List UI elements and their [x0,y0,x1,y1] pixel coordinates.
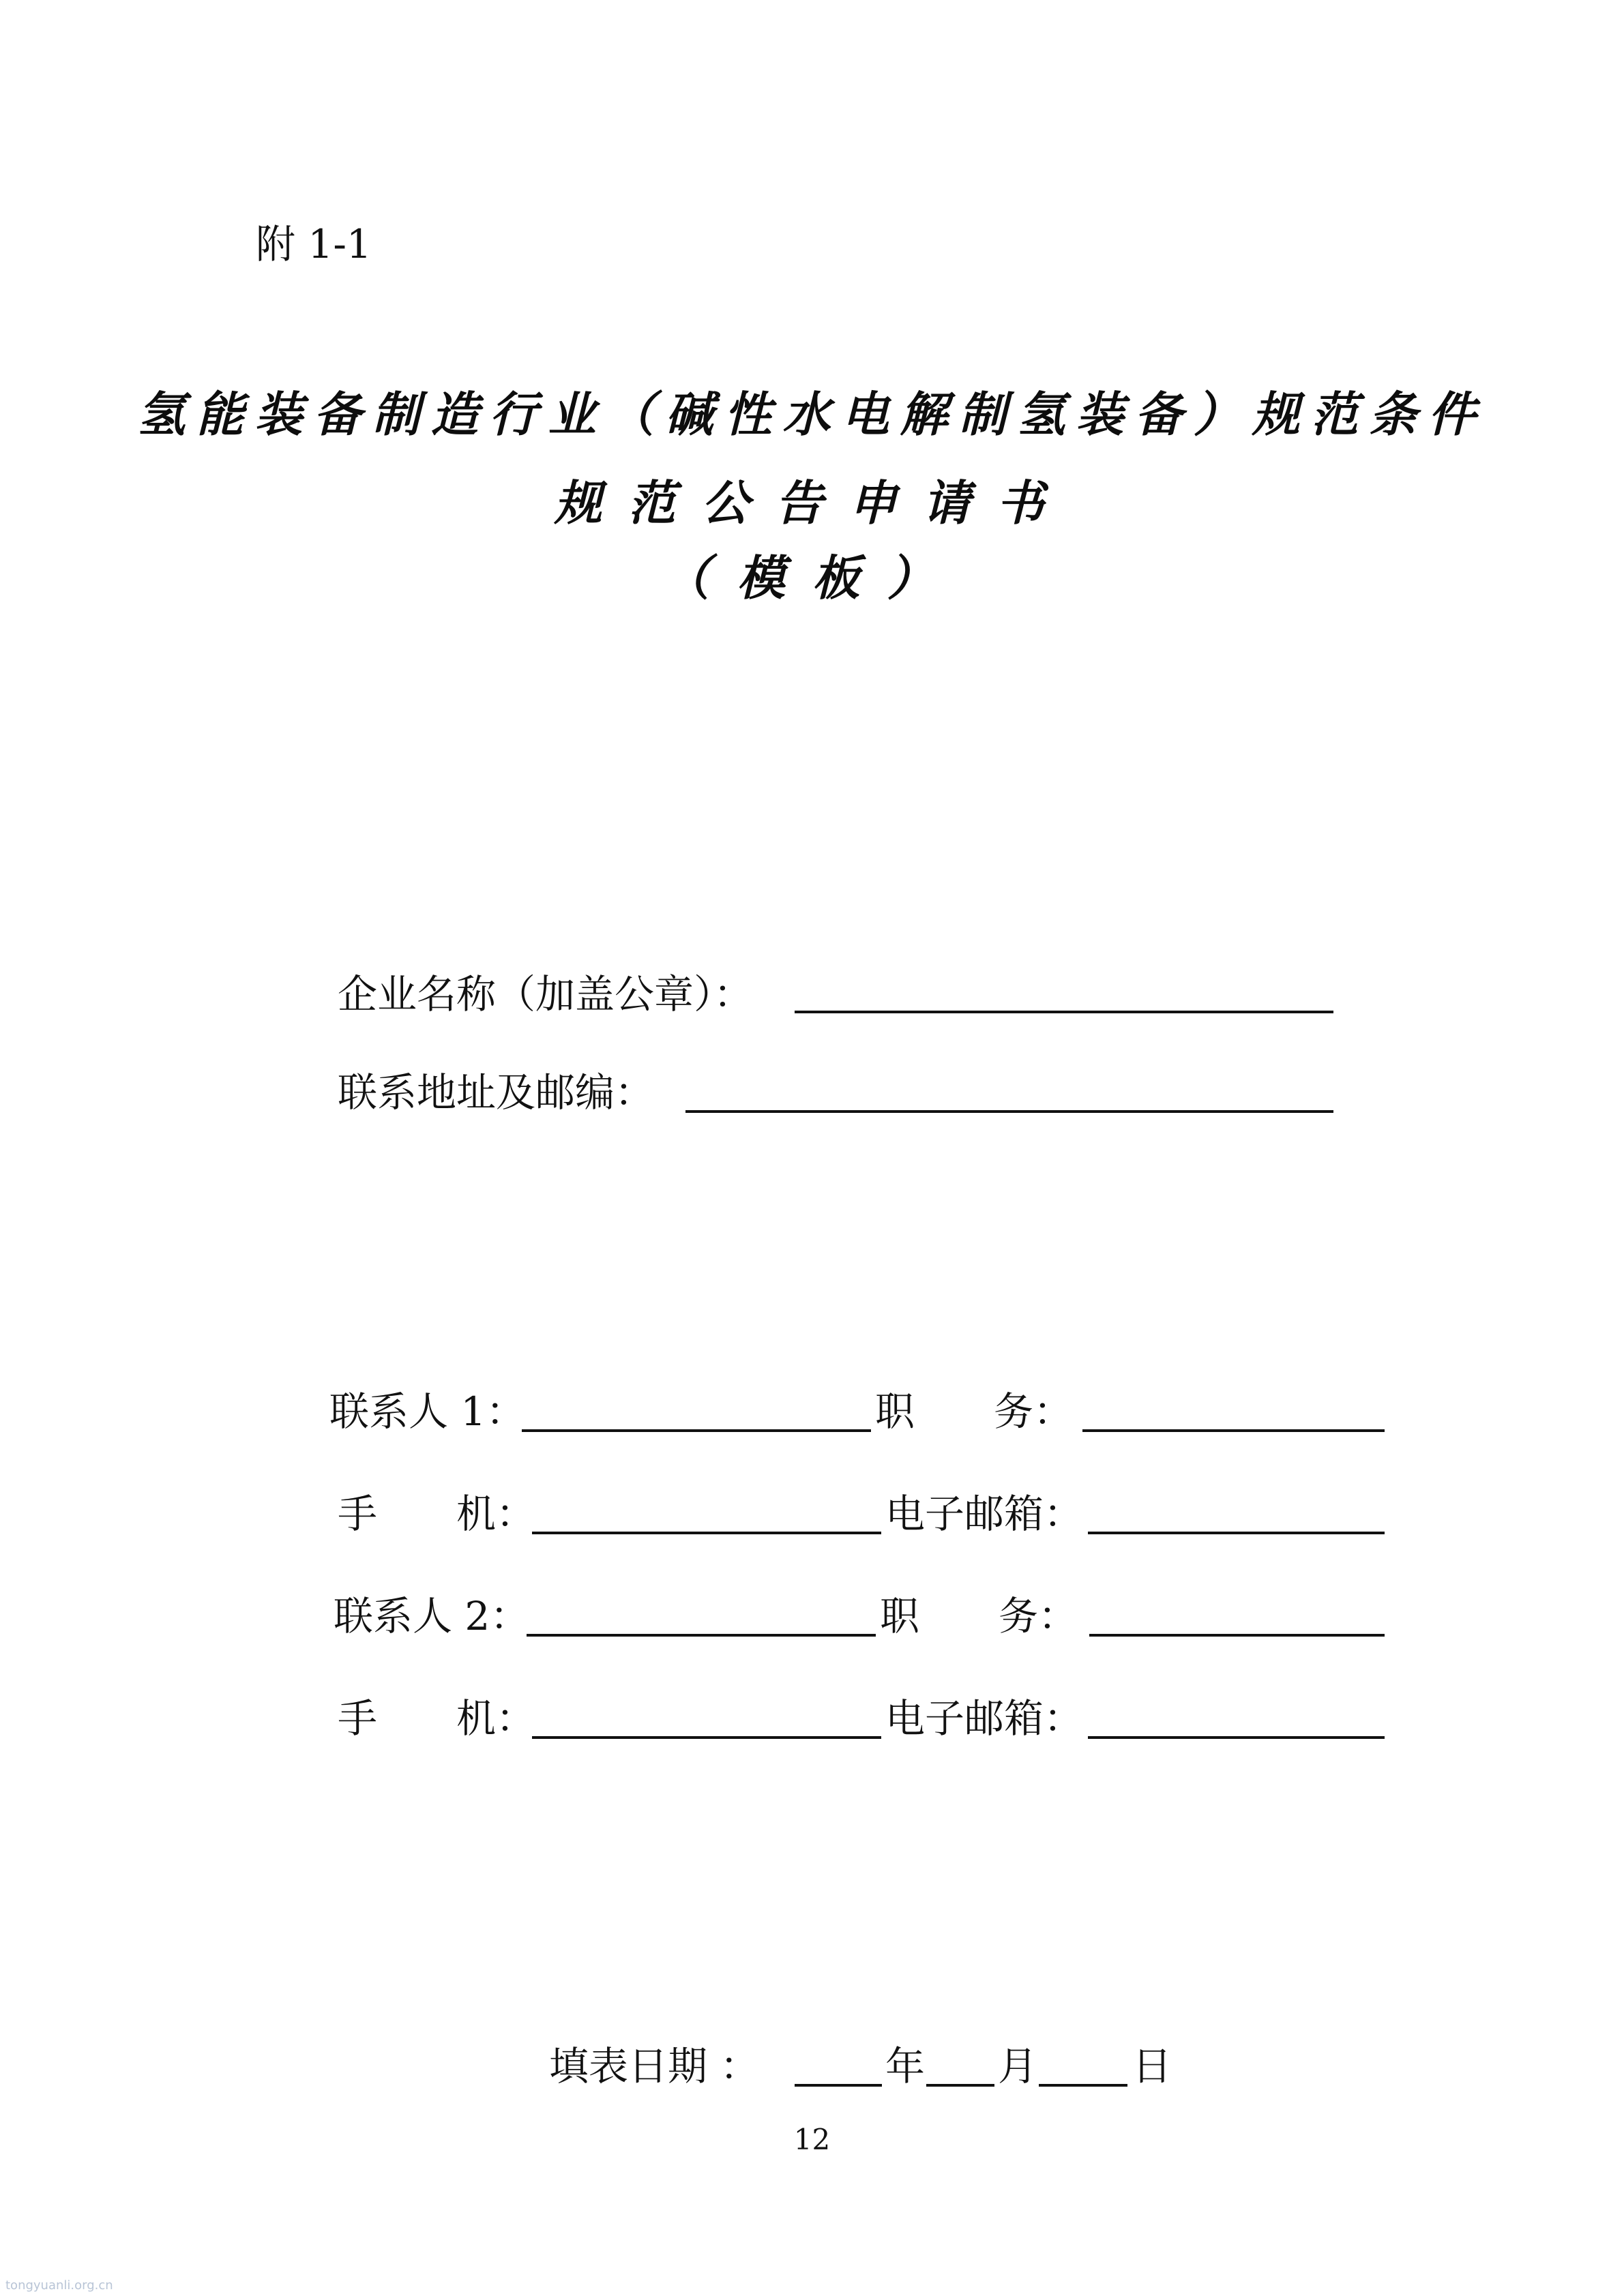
title-line-1: 氢能装备制造行业（碱性水电解制氢装备）规范条件 [137,386,1487,443]
contact2-field[interactable] [527,1634,876,1637]
mobile2-label: 手 机： [338,1695,536,1742]
title1-field[interactable] [1082,1429,1385,1432]
contact2-label: 联系人 2： [334,1593,530,1639]
date-year-label: 年 [885,2043,926,2089]
company-name-field[interactable] [795,1011,1333,1013]
email1-label: 电子邮箱： [885,1491,1084,1537]
company-name-label: 企业名称（加盖公章）： [338,971,754,1017]
date-month-field[interactable] [926,2084,994,2087]
contact1-field[interactable] [522,1429,871,1432]
date-month-label: 月 [998,2043,1038,2089]
mobile2-field[interactable] [532,1736,881,1739]
email2-field[interactable] [1088,1736,1385,1739]
email1-field[interactable] [1088,1532,1385,1534]
watermark: tongyuanli.org.cn [5,2278,113,2293]
title-line-3: （模板） [662,550,962,606]
date-label: 填表日期 ： [549,2043,760,2089]
address-field[interactable] [685,1110,1333,1113]
date-day-field[interactable] [1039,2084,1127,2087]
email2-label: 电子邮箱： [885,1695,1084,1742]
title1-label: 职 务： [875,1388,1074,1435]
title2-label: 职 务： [880,1593,1078,1639]
date-day-label: 日 [1132,2043,1172,2089]
title2-field[interactable] [1089,1634,1385,1637]
mobile1-label: 手 机： [338,1491,536,1537]
address-label: 联系地址及邮编： [338,1069,655,1116]
attachment-label: 附 1-1 [256,221,372,267]
mobile1-field[interactable] [532,1532,881,1534]
contact1-label: 联系人 1： [329,1388,526,1435]
date-year-field[interactable] [795,2084,882,2087]
page-number: 12 [793,2123,831,2156]
title-line-2: 规范公告申请书 [554,475,1070,531]
